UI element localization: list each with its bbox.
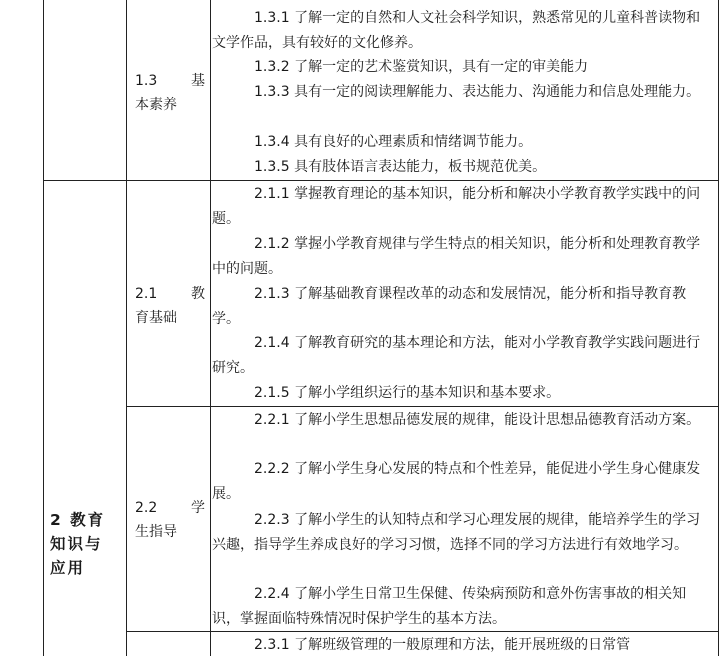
standard-item: 1.3.3 具有一定的阅读理解能力、表达能力、沟通能力和信息处理能力。 — [254, 84, 701, 100]
standard-item: 2.2.1 了解小学生思想品德发展的规律，能设计思想品德教育活动方案。 — [254, 412, 701, 428]
row-divider-1 — [43, 180, 719, 181]
table-border-right — [718, 0, 719, 656]
standard-item: 1.3.4 具有良好的心理素质和情绪调节能力。 — [254, 134, 533, 150]
standard-item: 2.1.3 了解基础教育课程改革的动态和发展情况，能分析和指导教育教学。 — [212, 286, 687, 327]
subcategory-name-rest: 本素养 — [135, 97, 177, 113]
category-cell — [50, 508, 105, 580]
column-divider-category — [126, 0, 127, 656]
standard-item: 2.3.1 了解班级管理的一般原理和方法，能开展班级的日常管 — [254, 637, 631, 653]
subcategory-number: 2.1 — [135, 286, 158, 302]
subcategory-name-rest: 生指导 — [135, 524, 177, 540]
standard-item: 2.1.2 掌握小学教育规律与学生特点的相关知识，能分析和处理教育教学中的问题。 — [212, 236, 701, 277]
standard-item: 1.3.2 了解一定的艺术鉴赏知识，具有一定的审美能力 — [254, 59, 589, 75]
category-line: 应用 — [50, 559, 86, 577]
subcategory-cell — [135, 282, 205, 330]
subcategory-number: 1.3 — [135, 73, 158, 89]
standard-item: 2.1.1 掌握教育理论的基本知识，能分析和解决小学教育教学实践中的问题。 — [212, 186, 701, 227]
subcategory-cell — [135, 69, 205, 117]
row-divider-2 — [126, 406, 719, 407]
standard-item: 2.1.4 了解教育研究的基本理论和方法，能对小学教育教学实践问题进行研究。 — [212, 335, 701, 376]
standard-item: 2.2.3 了解小学生的认知特点和学习心理发展的规律，能培养学生的学习兴趣，指导学生养成良好的学习习惯，选择不同的学习方法进行有效地学习。 — [212, 512, 701, 553]
standard-item: 1.3.5 具有肢体语言表达能力，板书规范优美。 — [254, 159, 547, 175]
subcategory-number: 2.2 — [135, 500, 158, 516]
subcategory-name-first: 教 — [191, 286, 205, 302]
table-border-left — [43, 0, 44, 656]
standard-item: 1.3.1 了解一定的自然和人文社会科学知识，熟悉常见的儿童科普读物和文学作品，具有较好的文化修养。 — [212, 10, 701, 51]
standard-item: 2.1.5 了解小学组织运行的基本知识和基本要求。 — [254, 385, 561, 401]
standard-item: 2.2.2 了解小学生身心发展的特点和个性差异，能促进小学生身心健康发展。 — [212, 461, 701, 502]
subcategory-cell — [135, 496, 205, 544]
subcategory-name-rest: 育基础 — [135, 310, 177, 326]
standard-item: 2.2.4 了解小学生日常卫生保健、传染病预防和意外伤害事故的相关知识，掌握面临特殊情况时保护学生的基本方法。 — [212, 586, 687, 627]
row-divider-3 — [126, 631, 719, 632]
category-line: 2 教育 — [50, 511, 106, 529]
category-line: 知识与 — [50, 535, 103, 553]
subcategory-name-first: 基 — [191, 73, 205, 89]
subcategory-name-first: 学 — [191, 500, 205, 516]
column-divider-subcategory — [210, 0, 211, 656]
